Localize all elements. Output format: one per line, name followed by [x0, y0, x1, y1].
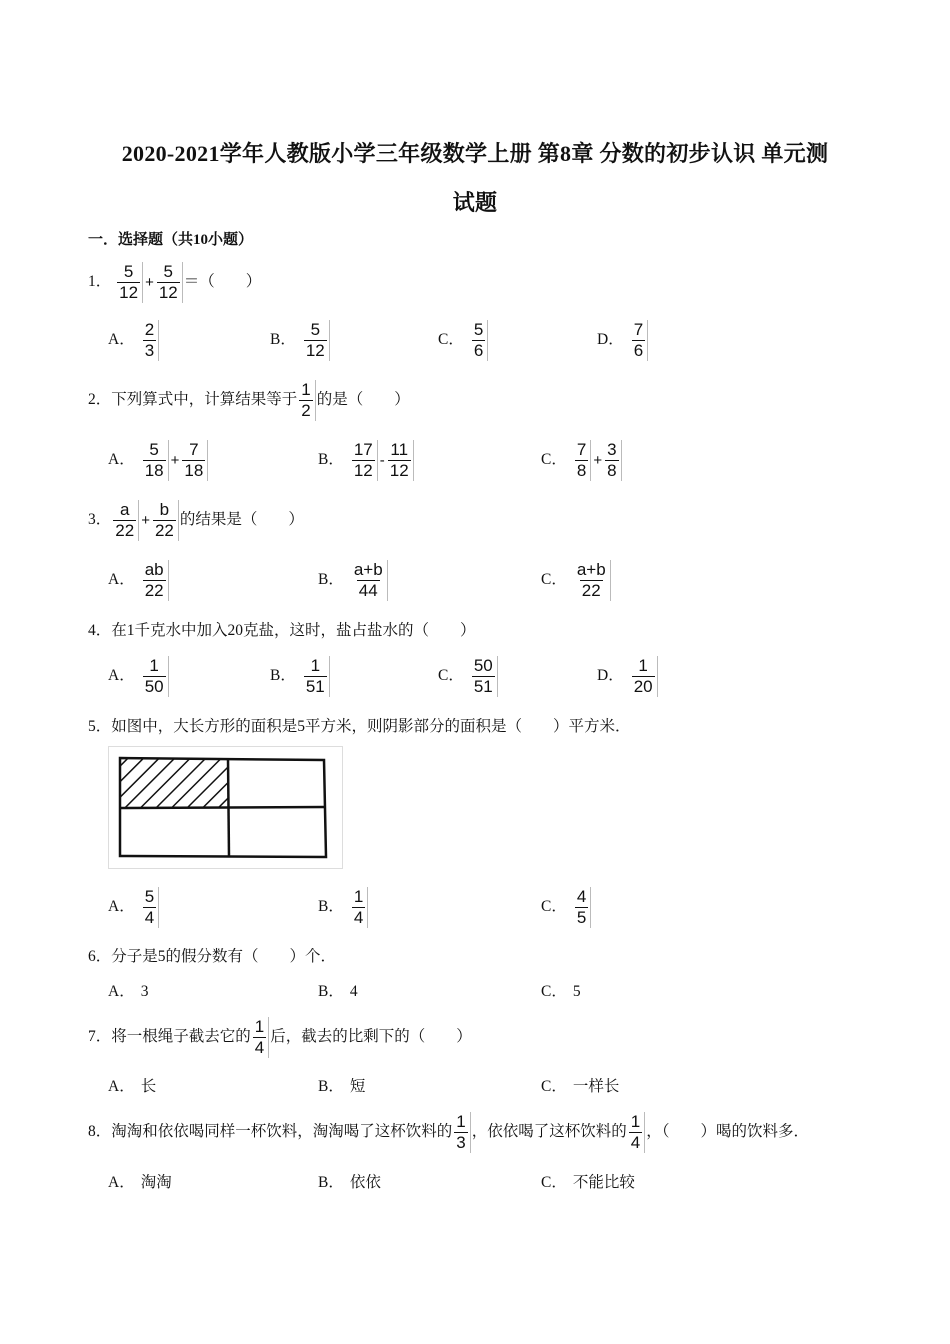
question-6: 6．分子是5的假分数有（ ）个．	[88, 948, 337, 965]
option-1c[interactable]: C． $\frac{5}{6}$	[438, 320, 489, 361]
option-5c[interactable]: C． $\frac{4}{5}$	[541, 887, 592, 928]
question-4: 4．在1千克水中加入20克盐，这时，盐占盐水的（ ）	[88, 622, 476, 639]
question-7: 7．将一根绳子截去它的 $\frac{1}{4}$ 后，截去的比剩下的（ ）	[88, 1017, 472, 1057]
question-2: 2．下列算式中，计算结果等于 $\frac{1}{2}$ 的是（ ）	[88, 380, 410, 420]
option-7a[interactable]: A． 长	[108, 1078, 157, 1095]
question-8: 8．淘淘和依依喝同样一杯饮料，淘淘喝了这杯饮料的 $\frac{1}{3}$ ，依依喝了这杯饮料的 $\frac{1}{4}$ ，（ ）喝的饮料多．	[88, 1112, 809, 1152]
fraction: $\frac{1}{4}$	[628, 1112, 645, 1153]
section-heading: 一．选择题（共10小题）	[88, 232, 254, 248]
option-1d[interactable]: D． $\frac{7}{6}$	[597, 320, 649, 361]
option-7c[interactable]: C． 一样长	[541, 1078, 620, 1095]
shaded-region	[120, 758, 228, 808]
fraction: $\frac{1}{3}$	[453, 1112, 470, 1153]
page-title: 2020-2021学年人教版小学三年级数学上册 第8章 分数的初步认识 单元测	[121, 141, 829, 166]
question-3: 3． $\frac{a}{22}$ + $\frac{b}{22}$ 的结果是（ ）	[88, 500, 304, 540]
fraction: $\frac{1}{2}$	[298, 380, 315, 421]
rectangle-figure	[108, 746, 344, 870]
page-title-line2: 试题	[452, 190, 498, 215]
option-6b[interactable]: B． 4	[318, 983, 358, 1000]
fraction: $\frac{5}{12}$	[116, 262, 143, 303]
option-4a[interactable]: A． $\frac{1}{50}$	[108, 656, 170, 697]
option-4b[interactable]: B． $\frac{1}{51}$	[270, 656, 331, 697]
option-1a[interactable]: A． $\frac{2}{3}$	[108, 320, 160, 361]
option-6c[interactable]: C． 5	[541, 983, 581, 1000]
option-8b[interactable]: B． 依依	[318, 1174, 381, 1191]
option-7b[interactable]: B． 短	[318, 1078, 366, 1095]
fraction: $\frac{1}{4}$	[252, 1017, 269, 1058]
option-2a[interactable]: A． $\frac{5}{18}$ + $\frac{7}{18}$	[108, 440, 209, 481]
option-2c[interactable]: C． $\frac{7}{8}$ + $\frac{3}{8}$	[541, 440, 623, 481]
option-6a[interactable]: A． 3	[108, 983, 149, 1000]
option-1b[interactable]: B． $\frac{5}{12}$	[270, 320, 331, 361]
option-4c[interactable]: C． $\frac{50}{51}$	[438, 656, 499, 697]
fraction: $\frac{5}{12}$	[156, 262, 183, 303]
option-5b[interactable]: B． $\frac{1}{4}$	[318, 887, 369, 928]
question-1: 1． $\frac{5}{12}$ + $\frac{5}{12}$ ＝（ ）	[88, 262, 262, 302]
option-3c[interactable]: C． $\frac{a+b}{22}$	[541, 560, 612, 601]
option-8c[interactable]: C． 不能比较	[541, 1174, 635, 1191]
fraction: $\frac{b}{22}$	[152, 500, 179, 541]
option-3b[interactable]: B． $\frac{a+b}{44}$	[318, 560, 389, 601]
option-5a[interactable]: A． $\frac{5}{4}$	[108, 887, 160, 928]
option-8a[interactable]: A． 淘淘	[108, 1174, 172, 1191]
vertical-divider	[228, 759, 229, 857]
question-5: 5．如图中，大长方形的面积是5平方米，则阴影部分的面积是（ ）平方米．	[88, 718, 631, 735]
fraction: $\frac{a}{22}$	[112, 500, 139, 541]
horizontal-divider	[120, 807, 325, 808]
option-3a[interactable]: A． $\frac{ab}{22}$	[108, 560, 170, 601]
option-2b[interactable]: B． $\frac{17}{12}$ - $\frac{11}{12}$	[318, 440, 415, 481]
option-4d[interactable]: D． $\frac{1}{20}$	[597, 656, 659, 697]
